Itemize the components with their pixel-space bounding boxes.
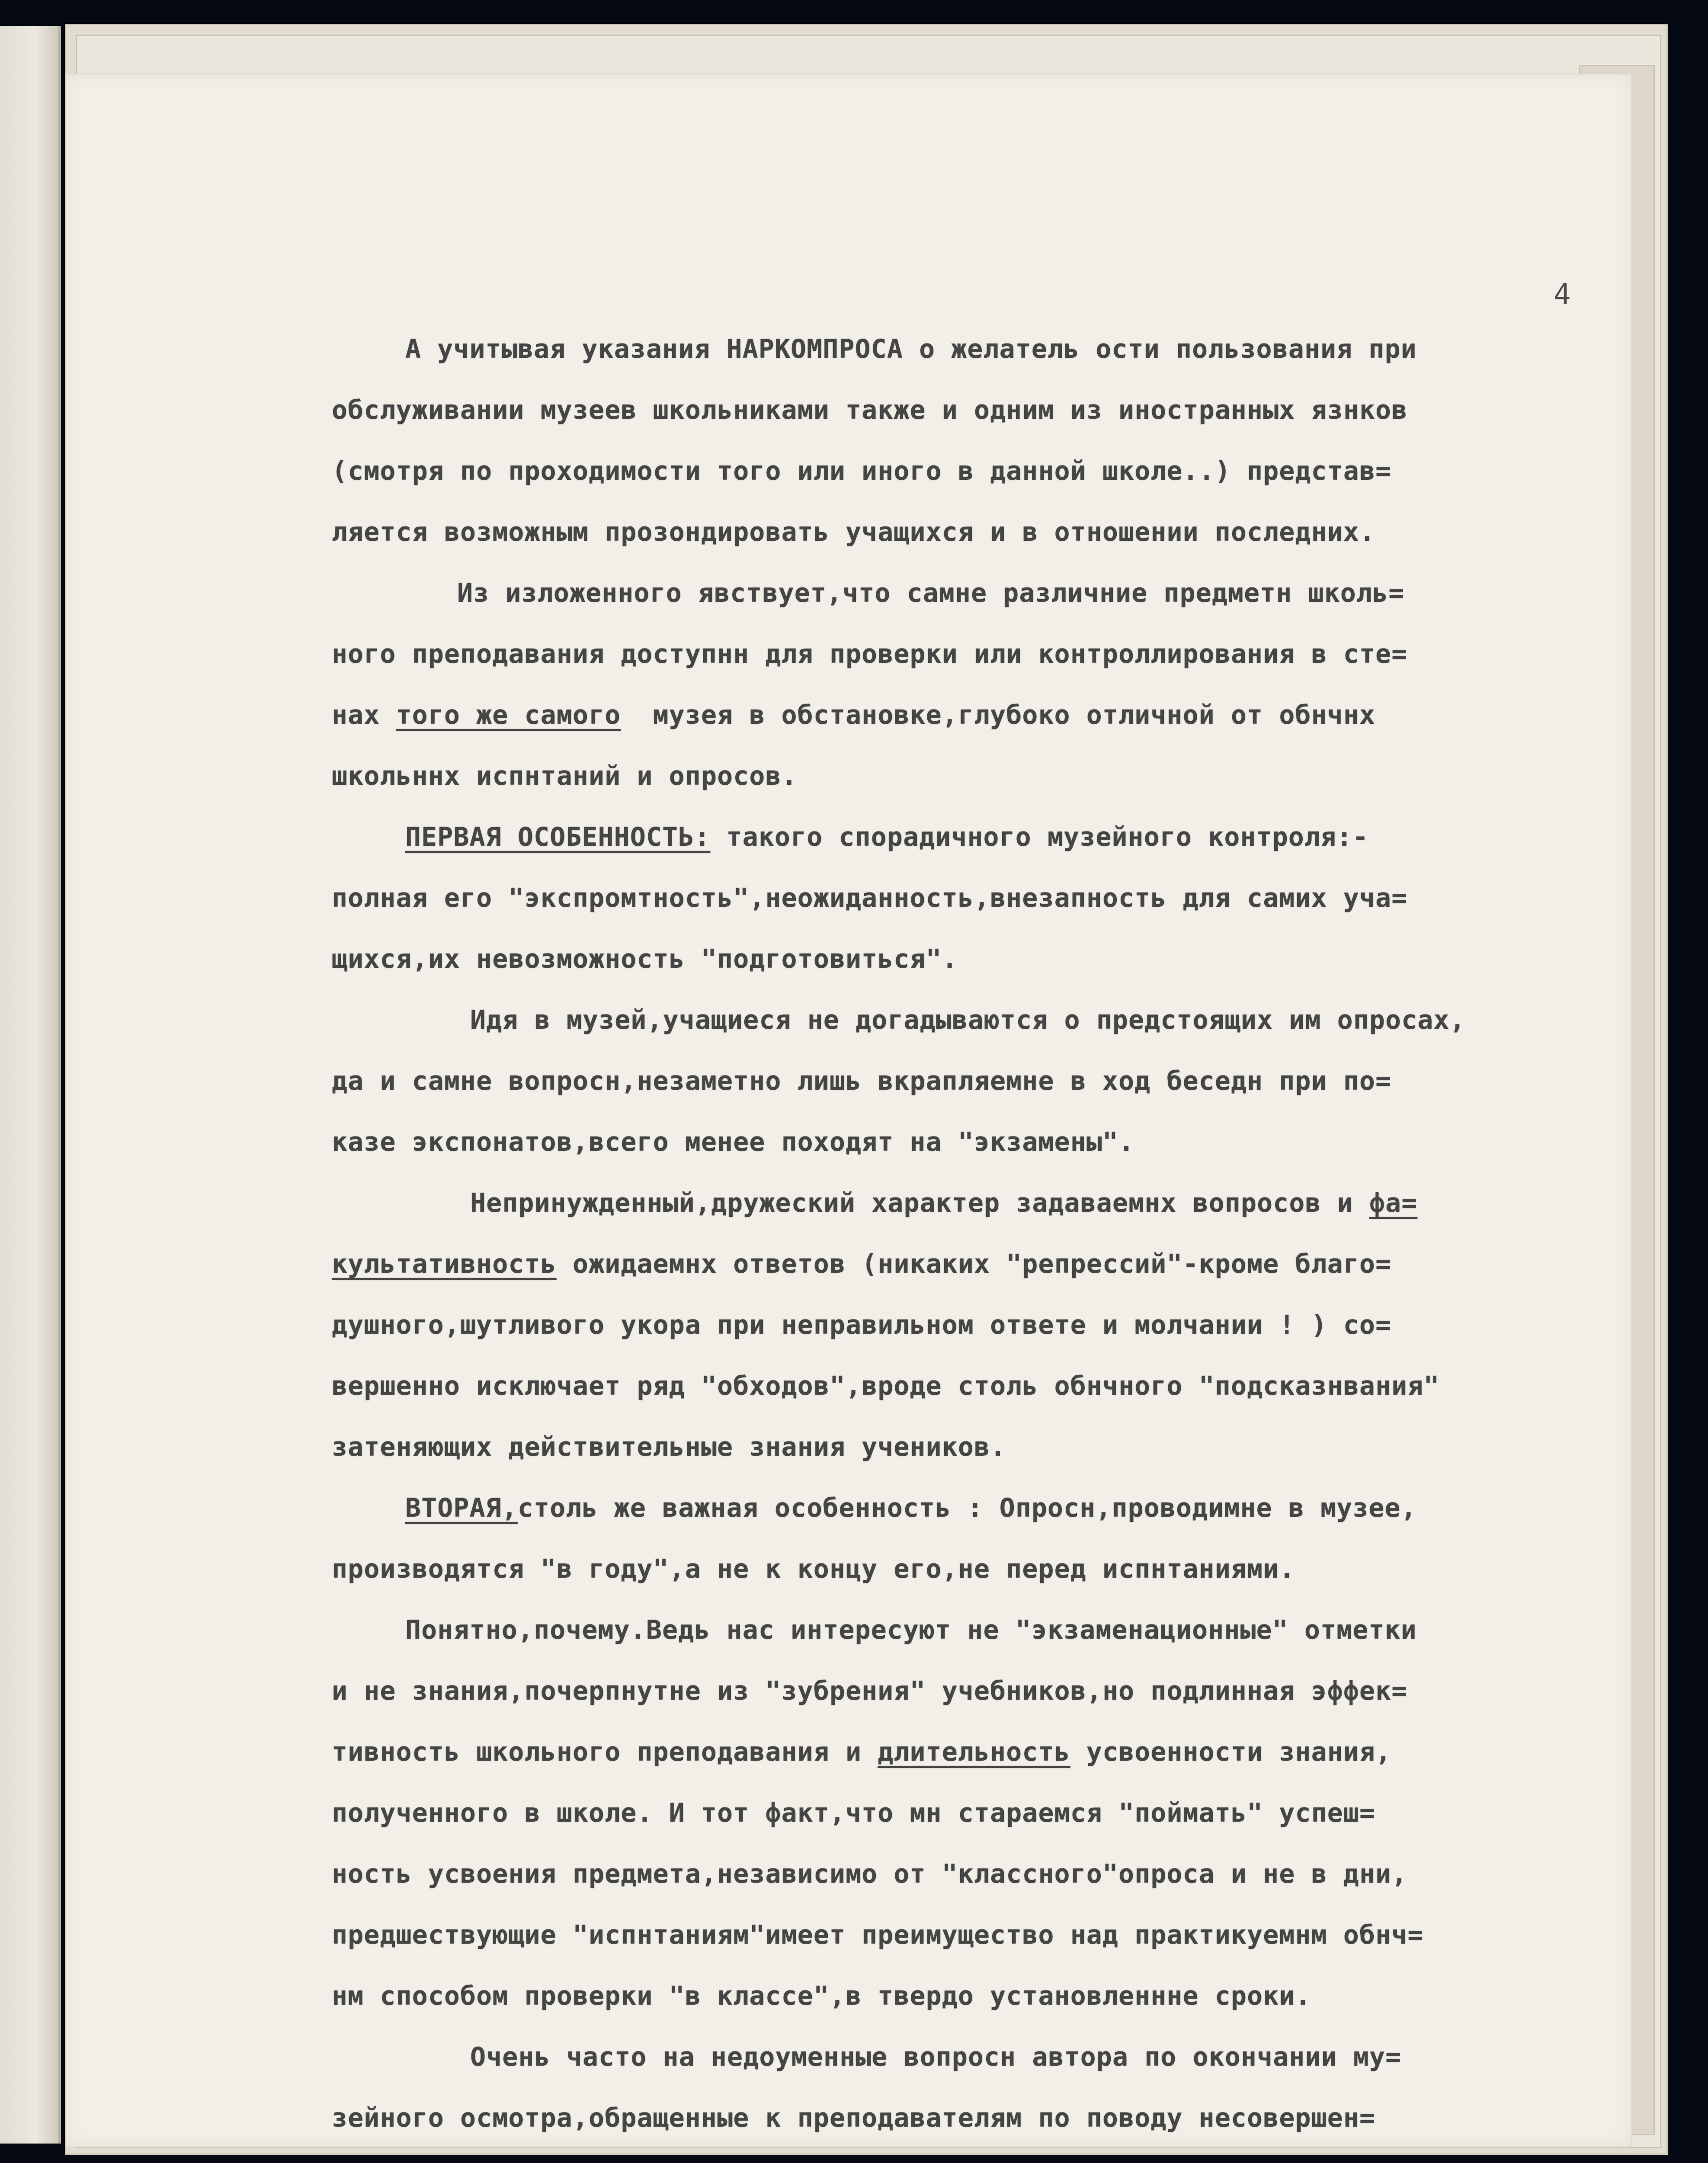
line-text: полученного в школе. И тот факт,что мн стараемся "поймать" успеш= [332,1798,1375,1828]
line-text: нм способом проверки "в классе",в твердо установленнне сроки. [332,1981,1311,2011]
line-text: тивность школьного преподавания и [332,1737,878,1767]
text-line [332,1600,1681,1661]
line-text: усвоенности знания, [1070,1737,1392,1767]
text-line [332,990,1681,1051]
line-text: производятся "в году",а не к концу его,не перед испнтаниями. [332,1554,1295,1584]
text-line [332,1234,1681,1295]
text-line [332,319,1681,380]
text-line [332,502,1681,563]
line-text: вершенно исключает ряд "обходов",вроде столь обнчного "подсказнвания" [332,1371,1440,1401]
text-line [332,624,1681,685]
line-text: школьннх испнтаний и опросов. [332,761,798,791]
text-line [332,2027,1681,2088]
line-text: затеняющих действительные знания учеников. [332,1432,1006,1462]
line-text: Понятно,почему.Ведь нас интересуют не "экзаменационные" отметки [405,1615,1417,1645]
text-line [332,563,1681,624]
text-line [332,1295,1681,1356]
text-line [332,2088,1681,2149]
facing-page-edge [0,26,61,2144]
line-text: душного,шутливого укора при неправильном ответе и молчании ! ) со= [332,1310,1392,1340]
text-line [332,1112,1681,1173]
line-text: обслуживании музеев школьниками также и одним из иностранных язнков [332,395,1408,425]
line-text: ожидаемнх ответов (никаких "репрессий"-кроме благо= [556,1249,1392,1279]
text-line [332,868,1681,929]
underlined-text: ВТОРАЯ, [405,1493,518,1523]
line-text: предшествующие "испнтаниям"имеет преимущество над практикуемнм обнч= [332,1920,1424,1950]
text-line [332,1722,1681,1783]
line-text: полная его "экспромтность",неожиданность,внезапность для самих уча= [332,883,1408,913]
line-text: нах [332,700,396,730]
text-line [332,929,1681,990]
text-line [332,1905,1681,1966]
typescript-page [65,74,1632,2147]
line-text: казе экспонатов,всего менее походят на "экзамены". [332,1127,1135,1157]
underlined-text: того же самого [396,700,621,730]
page-number: 4 [1554,278,1571,311]
text-line [332,1844,1681,1905]
text-line [332,1051,1681,1112]
line-text: музея в обстановке,глубоко отличной от обнчнх [621,700,1376,730]
line-text: Из изложенного явствует,что самне различние предметн школь= [457,578,1405,608]
line-text: Идя в музей,учащиеся не догадываются о предстоящих им опросах, [470,1005,1466,1035]
text-line [332,746,1681,807]
text-line [332,1966,1681,2027]
text-line [332,685,1681,746]
line-text: зейного осмотра,обращенные к преподавателям по поводу несовершен= [332,2103,1375,2133]
text-line [332,807,1681,868]
line-text: ность усвоения предмета,независимо от "классного"опроса и не в дни, [332,1859,1408,1889]
line-text: такого спорадичного музейного контроля:- [710,822,1369,852]
text-line [332,1173,1681,1234]
text-line [332,2149,1681,2163]
typescript-body [332,319,1681,2163]
line-text: (смотря по проходимости того или иного в данной школе..) представ= [332,456,1392,486]
text-line [332,1783,1681,1844]
line-text: и не знания,почерпнутне из "зубрения" учебников,но подлинная эффек= [332,1676,1408,1706]
underlined-text: ПЕРВАЯ ОСОБЕННОСТЬ: [405,822,711,852]
line-text: столь же важная особенность : Опросн,проводимне в музее, [517,1493,1417,1523]
text-line [332,380,1681,441]
text-line [332,1356,1681,1417]
underlined-text: фа= [1369,1188,1418,1218]
line-text: да и самне вопросн,незаметно лишь вкрапляемне в ход беседн при по= [332,1066,1392,1096]
text-line [332,1539,1681,1600]
line-text: щихся,их невозможность "подготовиться". [332,944,958,974]
text-line [332,1478,1681,1539]
line-text: Очень часто на недоуменные вопросн автора по окончании му= [470,2042,1402,2072]
line-text: Непринужденный,дружеский характер задаваемнх вопросов и [470,1188,1369,1218]
text-line [332,441,1681,502]
line-text: А учитывая указания НАРКОМПРОСА о желатель ости пользования при [405,334,1417,364]
underlined-text: длительность [878,1737,1070,1767]
underlined-text: культативность [332,1249,557,1279]
text-line [332,1417,1681,1478]
line-text: ного преподавания доступнн для проверки или контроллирования в сте= [332,639,1408,669]
text-line [332,1661,1681,1722]
line-text: ляется возможным прозондировать учащихся и в отношении последних. [332,517,1375,547]
